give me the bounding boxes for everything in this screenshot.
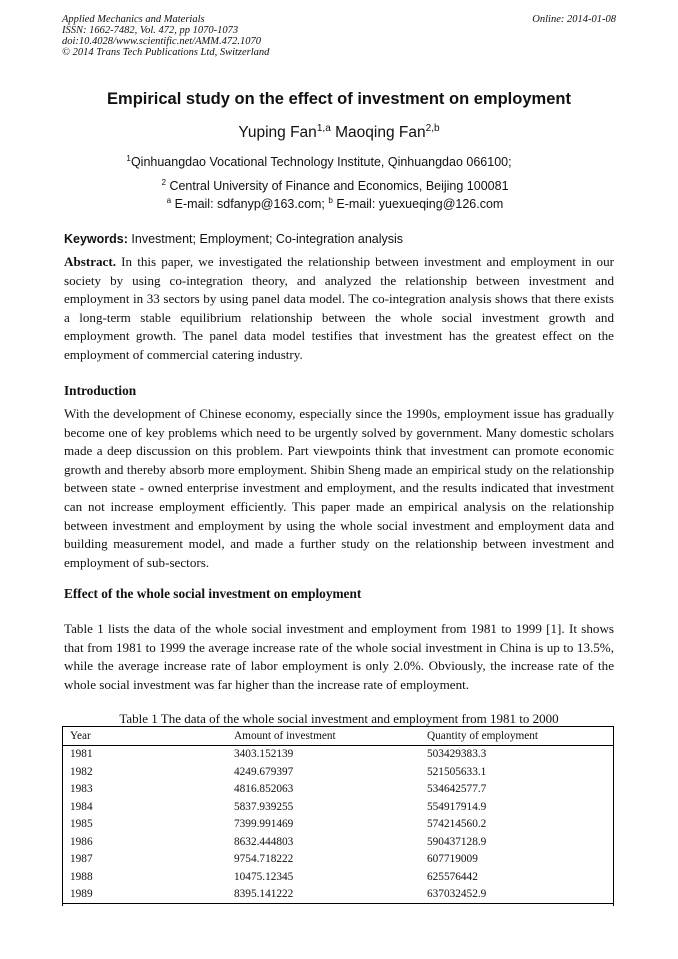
table-header-year: Year bbox=[70, 729, 91, 742]
journal-copyright: © 2014 Trans Tech Publications Ltd, Switzerland bbox=[62, 47, 270, 58]
cell-investment: 7399.991469 bbox=[234, 818, 294, 831]
cell-employment: 554917914.9 bbox=[427, 800, 487, 813]
table-row bbox=[62, 886, 614, 904]
affiliation-1 bbox=[0, 155, 658, 169]
cell-year: 1982 bbox=[70, 765, 93, 778]
email-b[interactable]: E-mail: yuexueqing@126.com bbox=[336, 197, 504, 211]
cell-employment: 534642577.7 bbox=[427, 783, 487, 796]
table-header-investment: Amount of investment bbox=[234, 729, 336, 742]
cell-investment: 5837.939255 bbox=[234, 800, 294, 813]
journal-header bbox=[62, 14, 269, 58]
email-line bbox=[0, 197, 674, 211]
affiliation-2 bbox=[0, 179, 674, 193]
table-row bbox=[62, 798, 614, 816]
table-caption: Table 1 The data of the whole social investment and employment from 1981 to 2000 bbox=[119, 711, 559, 726]
author-sup: 1,a bbox=[316, 122, 331, 134]
cell-investment: 3403.152139 bbox=[234, 748, 294, 761]
cell-year: 1987 bbox=[70, 853, 93, 866]
author-sup: 2,b bbox=[425, 122, 440, 134]
email-sup: a bbox=[166, 195, 172, 205]
introduction-text: With the development of Chinese economy, especially since the 1990s, employment issue has gradually become one of key problems which need to be urgently solved by government. Many domestic scholars made a deep discussion on this problem. Part viewpoints think that investment can promote economic growth and thereby absorb more employment. Shibin Sheng made an empirical study on the relationship between state - owned enterprise investment and employment, and the results indicated that investment can not increase employment efficiently. This paper made an empirical analysis on the relationship between investment and employment by using the whole social investment and employment data and building measurement model, and made a further study on the relationship between investment and employment of sub-sectors. bbox=[64, 406, 614, 570]
paper-title: Empirical study on the effect of investment on employment bbox=[107, 90, 571, 108]
author-name: Maoqing Fan bbox=[335, 124, 426, 141]
author-name: Yuping Fan bbox=[238, 124, 317, 141]
author-line bbox=[0, 124, 678, 142]
table-row bbox=[62, 781, 614, 799]
email-sup: b bbox=[328, 195, 333, 205]
keywords-label: Keywords: bbox=[64, 232, 128, 246]
cell-year: 1984 bbox=[70, 800, 93, 813]
cell-year: 1989 bbox=[70, 888, 93, 901]
abstract-text: In this paper, we investigated the relationship between investment and employment in our society by using co-integration theory, and analyzed the relationship between investment and employment in 33 sectors by using panel data model. The co-integration analysis shows that there exists a long-term stable equilibrium relationship between the whole social investment growth and employment growth. The panel data model testifies that investment has the greatest effect on the employment of commercial catering industry. bbox=[64, 254, 614, 362]
table-row bbox=[62, 851, 614, 869]
cell-investment: 10475.12345 bbox=[234, 870, 294, 883]
cell-employment: 590437128.9 bbox=[427, 835, 487, 848]
section-heading-introduction: Introduction bbox=[64, 383, 137, 398]
affiliation-text: Central University of Finance and Economics, Beijing 100081 bbox=[169, 179, 509, 193]
cell-year: 1983 bbox=[70, 783, 93, 796]
affiliation-sup: 1 bbox=[126, 153, 131, 163]
cell-employment: 521505633.1 bbox=[427, 765, 487, 778]
cell-year: 1981 bbox=[70, 748, 93, 761]
cell-employment: 637032452.9 bbox=[427, 888, 487, 901]
table-row bbox=[62, 833, 614, 851]
journal-name: Applied Mechanics and Materials bbox=[62, 14, 205, 25]
cell-investment: 8632.444803 bbox=[234, 835, 294, 848]
table-row bbox=[62, 868, 614, 886]
journal-issn: ISSN: 1662-7482, Vol. 472, pp 1070-1073 bbox=[62, 25, 239, 36]
cell-investment: 4249.679397 bbox=[234, 765, 294, 778]
table-row bbox=[62, 745, 614, 763]
journal-doi[interactable]: doi:10.4028/www.scientific.net/AMM.472.1070 bbox=[62, 36, 261, 47]
cell-investment: 8395.141222 bbox=[234, 888, 294, 901]
table-row bbox=[62, 816, 614, 834]
email-a[interactable]: E-mail: sdfanyp@163.com; bbox=[174, 197, 325, 211]
abstract bbox=[64, 253, 614, 365]
keywords bbox=[64, 232, 403, 246]
abstract-label: Abstract. bbox=[64, 254, 116, 269]
affiliation-text: Qinhuangdao Vocational Technology Institute, Qinhuangdao 066100; bbox=[130, 155, 512, 169]
cell-investment: 4816.852063 bbox=[234, 783, 294, 796]
online-date: Online: 2014-01-08 bbox=[532, 14, 616, 25]
section-heading-effect: Effect of the whole social investment on employment bbox=[64, 586, 362, 601]
table-row bbox=[62, 763, 614, 781]
cell-employment: 503429383.3 bbox=[427, 748, 487, 761]
cell-employment: 574214560.2 bbox=[427, 818, 487, 831]
data-table bbox=[62, 726, 614, 904]
affiliation-sup: 2 bbox=[161, 177, 166, 187]
cell-year: 1988 bbox=[70, 870, 93, 883]
cell-year: 1985 bbox=[70, 818, 93, 831]
effect-text: Table 1 lists the data of the whole social investment and employment from 1981 to 1999 [1]. It shows that from 1981 to 1999 the average increase rate of the whole social investment in China is up to 13.5%, while the average increase rate of labor employment is only 2.0%. Obviously, the increase rate of the whole social investment was far higher than the increase rate of employment. bbox=[64, 621, 614, 692]
table-header-employment: Quantity of employment bbox=[427, 729, 539, 742]
table-header-row bbox=[62, 727, 614, 746]
keywords-text: Investment; Employment; Co-integration analysis bbox=[131, 232, 404, 246]
cell-investment: 9754.718222 bbox=[234, 853, 294, 866]
cell-employment: 607719009 bbox=[427, 853, 478, 866]
cell-employment: 625576442 bbox=[427, 870, 478, 883]
cell-year: 1986 bbox=[70, 835, 93, 848]
